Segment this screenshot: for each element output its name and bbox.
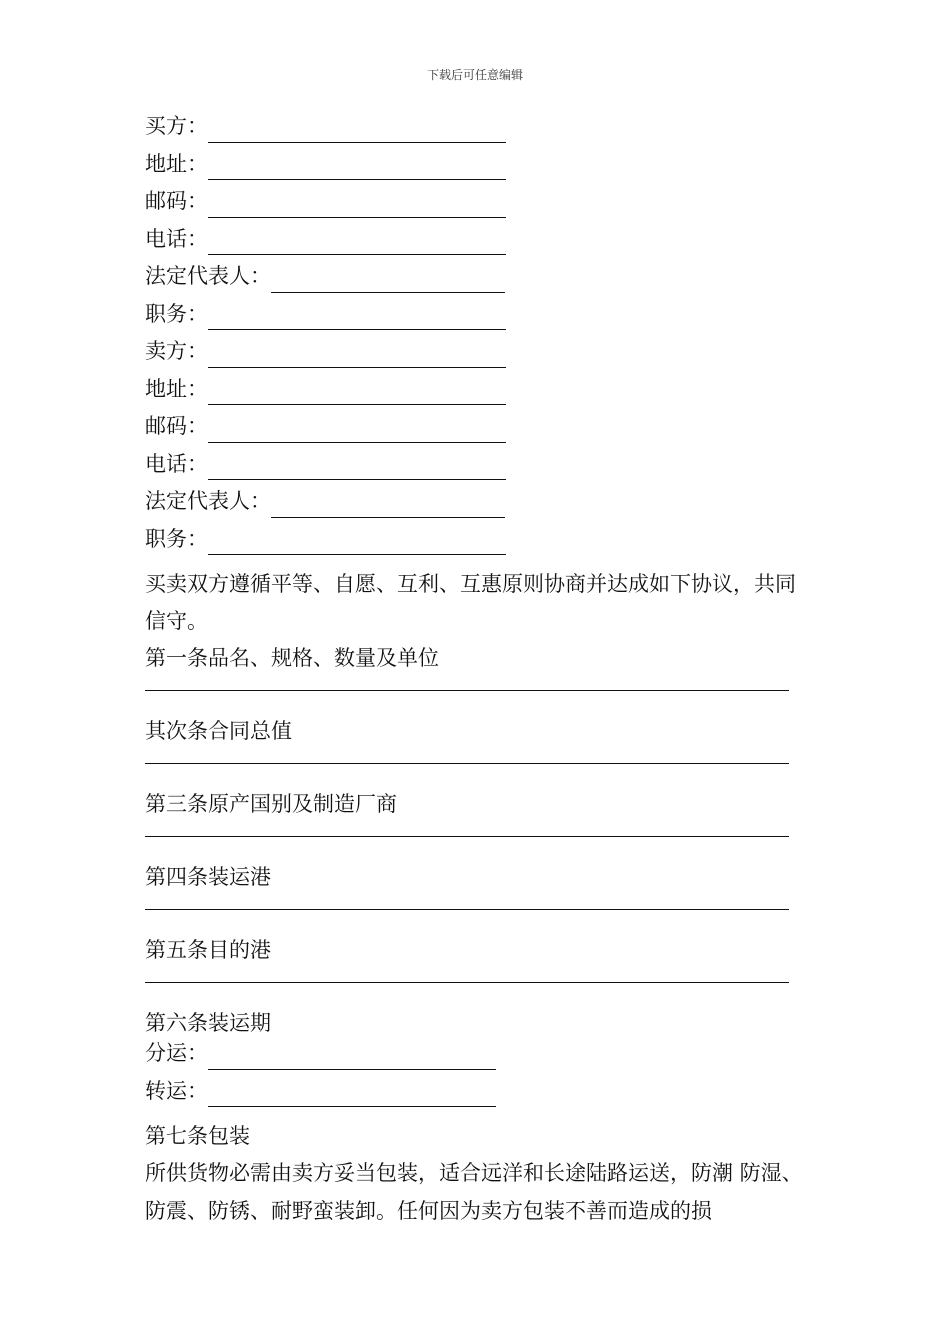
page-header: 下载后可任意编辑 <box>426 68 523 82</box>
buyer-blank[interactable] <box>208 141 506 143</box>
seller-address-label: 地址： <box>145 376 208 401</box>
seller-postcode-field <box>145 414 805 452</box>
seller-field <box>145 339 805 377</box>
transshipment-blank[interactable] <box>208 1105 496 1107</box>
article-6-heading: 第六条装运期 <box>145 1011 271 1035</box>
article-5-blank[interactable] <box>145 982 789 983</box>
transshipment-field <box>145 1079 805 1117</box>
seller-postcode-label: 邮码： <box>145 414 208 438</box>
article-4-heading: 第四条装运港 <box>145 865 271 889</box>
seller-blank[interactable] <box>208 366 506 368</box>
buyer-address-blank[interactable] <box>208 178 506 180</box>
article-1-heading: 第一条品名、规格、数量及单位 <box>145 646 439 670</box>
seller-postcode-blank[interactable] <box>208 441 506 443</box>
partial-shipment-label: 分运： <box>145 1041 208 1065</box>
seller-title-field <box>145 527 805 565</box>
buyer-representative-blank[interactable] <box>271 291 505 293</box>
buyer-postcode-field <box>145 189 805 227</box>
partial-shipment-field <box>145 1041 805 1079</box>
article-1-blank[interactable] <box>145 690 789 691</box>
article-3-blank[interactable] <box>145 836 789 837</box>
seller-representative-field <box>145 489 805 527</box>
buyer-title-field <box>145 302 805 340</box>
seller-title-label: 职务： <box>145 526 208 551</box>
buyer-title-label: 职务： <box>145 301 208 326</box>
partial-shipment-blank[interactable] <box>208 1068 496 1070</box>
seller-phone-label: 电话： <box>145 451 208 476</box>
seller-address-blank[interactable] <box>208 403 506 405</box>
seller-address-field <box>145 377 805 415</box>
buyer-field <box>145 114 805 152</box>
seller-representative-blank[interactable] <box>271 516 505 518</box>
buyer-address-field <box>145 152 805 190</box>
article-7-heading: 第七条包装 <box>145 1124 250 1148</box>
seller-title-blank[interactable] <box>208 553 506 555</box>
buyer-postcode-blank[interactable] <box>208 216 506 218</box>
buyer-phone-blank[interactable] <box>208 253 506 255</box>
seller-phone-blank[interactable] <box>208 478 506 480</box>
buyer-phone-label: 电话： <box>145 226 208 251</box>
article-7-text: 所供货物必需由卖方妥当包装，适合远洋和长途陆路运送，防潮 防湿、防震、防锈、耐野蛮装卸。任何因为卖方包装不善而造成的损 <box>145 1161 803 1223</box>
article-5-heading: 第五条目的港 <box>145 938 271 962</box>
buyer-representative-field <box>145 264 805 302</box>
article-4-blank[interactable] <box>145 909 789 910</box>
article-2-blank[interactable] <box>145 763 789 764</box>
buyer-postcode-label: 邮码： <box>145 189 208 213</box>
contract-document <box>145 114 805 1230</box>
buyer-representative-label: 法定代表人： <box>145 264 271 288</box>
buyer-label: 买方： <box>145 114 208 138</box>
buyer-title-blank[interactable] <box>208 328 506 330</box>
article-2-heading: 其次条合同总值 <box>145 719 292 743</box>
article-3-heading: 第三条原产国别及制造厂商 <box>145 792 397 816</box>
contract-intro: 买卖双方遵循平等、自愿、互利、互惠原则协商并达成如下协议，共同信守。 <box>145 572 796 633</box>
transshipment-label: 转运： <box>145 1078 208 1103</box>
buyer-address-label: 地址： <box>145 151 208 176</box>
seller-label: 卖方： <box>145 339 208 363</box>
seller-representative-label: 法定代表人： <box>145 489 271 513</box>
